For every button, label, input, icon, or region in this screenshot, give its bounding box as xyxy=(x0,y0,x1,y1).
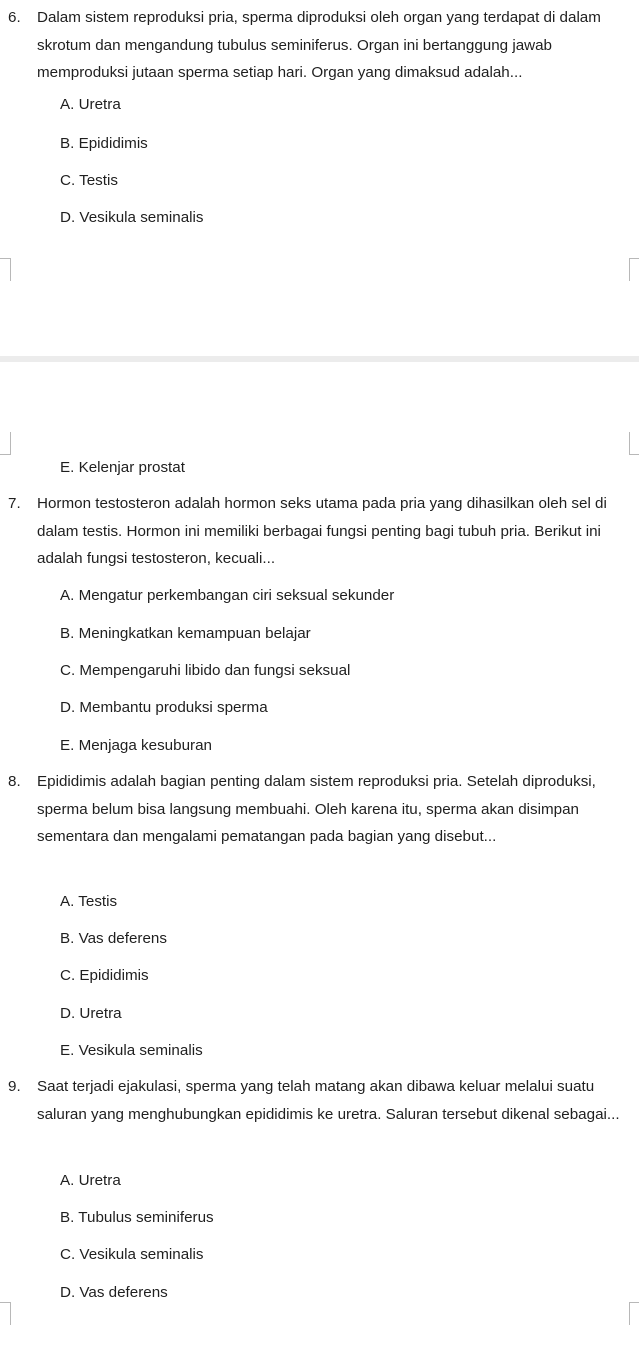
option-8b: B. Vas deferens xyxy=(60,930,167,947)
question-text: Saat terjadi ejakulasi, sperma yang telah matang akan dibawa keluar melalui suatu saluran yang menghubungkan epididimis ke uretra. Saluran tersebut dikenal sebagai... xyxy=(37,1078,620,1123)
option-8a: A. Testis xyxy=(60,893,118,910)
page-corner-mark xyxy=(629,258,639,281)
question-number: 6. xyxy=(8,9,21,26)
question-number: 9. xyxy=(8,1078,21,1095)
option-6d: D. Vesikula seminalis xyxy=(60,209,204,226)
option-7e: E. Menjaga kesuburan xyxy=(60,737,212,754)
question-text: Epididimis adalah bagian penting dalam sistem reproduksi pria. Setelah diproduksi, sperma belum bisa langsung membuahi. Oleh karena itu, sperma akan disimpan sementara dan mengalami pematangan pada bagian yang disebut... xyxy=(37,773,596,845)
question-7-stem xyxy=(8,490,630,573)
question-text: Dalam sistem reproduksi pria, sperma diproduksi oleh organ yang terdapat di dalam skrotum dan mengandung tubulus seminiferus. Organ ini bertanggung jawab memproduksi jutaan sperma setiap hari. Organ yang dimaksud adalah... xyxy=(37,9,601,81)
page-break-divider xyxy=(0,356,639,362)
option-6c: C. Testis xyxy=(60,172,118,189)
option-7b: B. Meningkatkan kemampuan belajar xyxy=(60,625,311,642)
question-text: Hormon testosteron adalah hormon seks utama pada pria yang dihasilkan oleh sel di dalam testis. Hormon ini memiliki berbagai fungsi penting bagi tubuh pria. Berikut ini adalah fungsi testosteron, kecuali... xyxy=(37,495,607,567)
option-7d: D. Membantu produksi sperma xyxy=(60,699,268,716)
page-corner-mark xyxy=(0,1302,11,1325)
option-8c: C. Epididimis xyxy=(60,967,149,984)
question-6-stem xyxy=(8,4,630,87)
option-9b: B. Tubulus seminiferus xyxy=(60,1209,214,1226)
option-7c: C. Mempengaruhi libido dan fungsi seksual xyxy=(60,662,351,679)
option-8e: E. Vesikula seminalis xyxy=(60,1042,203,1059)
option-6e: E. Kelenjar prostat xyxy=(60,459,185,476)
option-9c: C. Vesikula seminalis xyxy=(60,1246,204,1263)
option-7a: A. Mengatur perkembangan ciri seksual sekunder xyxy=(60,587,395,604)
question-number: 8. xyxy=(8,773,21,790)
question-8-stem xyxy=(8,768,630,851)
question-number: 7. xyxy=(8,495,21,512)
question-9-stem xyxy=(8,1073,630,1128)
page-corner-mark xyxy=(629,432,639,455)
page-corner-mark xyxy=(0,432,11,455)
option-8d: D. Uretra xyxy=(60,1005,122,1022)
option-6a: A. Uretra xyxy=(60,96,121,113)
option-9d: D. Vas deferens xyxy=(60,1284,168,1301)
option-6b: B. Epididimis xyxy=(60,135,148,152)
page-corner-mark xyxy=(0,258,11,281)
page-corner-mark xyxy=(629,1302,639,1325)
option-9a: A. Uretra xyxy=(60,1172,121,1189)
